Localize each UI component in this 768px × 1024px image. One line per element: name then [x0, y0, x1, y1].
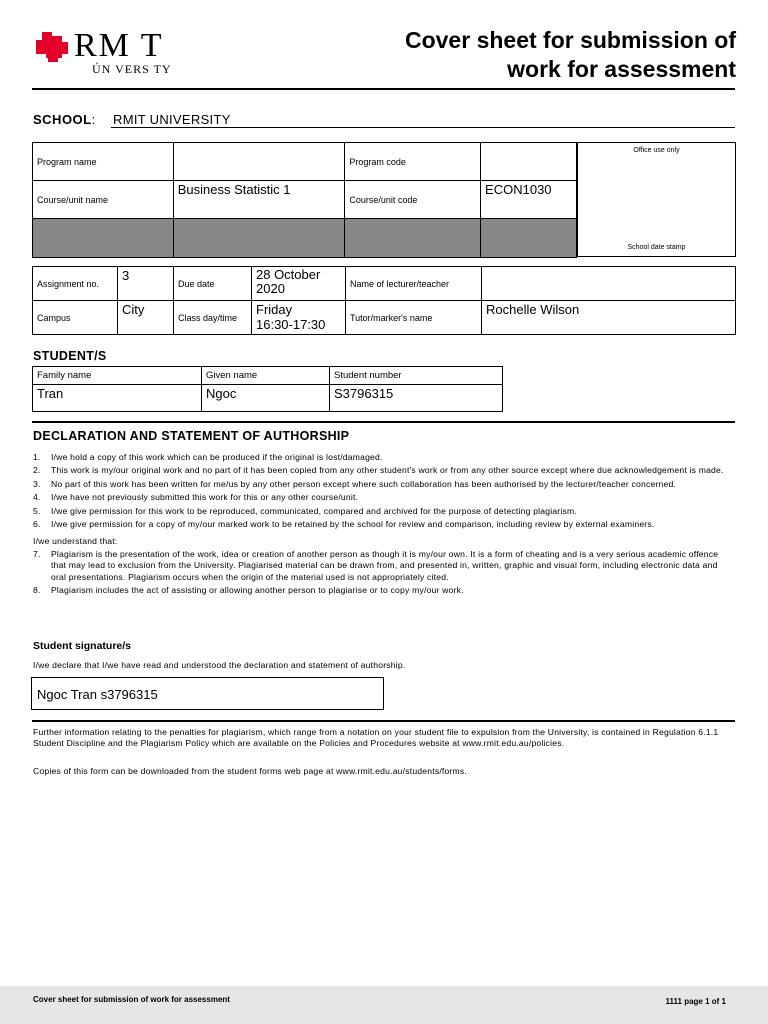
due-date-line-1: 28 October — [256, 267, 321, 282]
grey-cell — [345, 219, 481, 258]
rmit-logo — [36, 28, 186, 83]
logo-wordmark: RM T — [74, 27, 164, 64]
form-download-text: Copies of this form can be downloaded from the student forms web page at www.rmit.edu.au/students/forms. — [33, 766, 467, 776]
footer-rule — [32, 720, 735, 722]
declaration-item: 3. No part of this work has been written for me/us by any other person except where such collaboration has been authorised by the lecturer/teacher concerned. — [33, 478, 677, 489]
grey-cell — [481, 219, 577, 258]
school-value[interactable]: RMIT UNIVERSITY — [113, 112, 231, 127]
campus-label: Campus — [33, 301, 118, 335]
course-name-label: Course/unit name — [33, 181, 174, 219]
due-date-field[interactable] — [252, 267, 346, 301]
signature-declaration-text: I/we declare that I/we have read and understood the declaration and statement of authorship. — [33, 660, 406, 670]
declaration-item: 1. I/we hold a copy of this work which can be produced if the original is lost/damaged. — [33, 452, 383, 462]
program-name-label: Program name — [33, 143, 174, 181]
declaration-list — [33, 452, 733, 598]
assignment-no-label: Assignment no. — [33, 267, 118, 301]
course-code-label: Course/unit code — [345, 181, 481, 219]
course-name-field[interactable]: Business Statistic 1 — [173, 181, 345, 219]
student-number-field[interactable]: S3796315 — [330, 385, 503, 412]
students-table — [32, 366, 503, 412]
declaration-item: 8. Plagiarism includes the act of assisting or allowing another person to plagiarise or to copy my/our work. — [33, 585, 464, 596]
signature-heading: Student signature/s — [33, 640, 132, 652]
understand-intro: I/we understand that: — [33, 536, 118, 547]
class-day-label: Class day/time — [174, 301, 252, 335]
due-date-label: Due date — [174, 267, 252, 301]
declaration-heading: DECLARATION AND STATEMENT OF AUTHORSHIP — [33, 429, 350, 443]
logo-subtext: ÚN VERS TY — [92, 62, 172, 76]
footer-doc-title: Cover sheet for submission of work for assessment — [33, 995, 230, 1004]
header-rule — [32, 88, 735, 90]
tutor-label: Tutor/marker's name — [346, 301, 482, 335]
grey-cell — [173, 219, 345, 258]
grey-cell — [33, 219, 174, 258]
declaration-item: 7. Plagiarism is the presentation of the work, idea or creation of another person as though it is my/our own. It is a form of cheating and is a very serious academic offence that may lead to exclusion from the University. Plagiarised material can be drawn from, and presented in, written, graphic and visual form, including electronic data and oral presentations. Plagiarism occurs when the origin of the material used is not appropriately cited. — [33, 548, 719, 582]
signature-field[interactable]: Ngoc Tran s3796315 — [31, 677, 384, 710]
course-code-field[interactable]: ECON1030 — [481, 181, 577, 219]
class-day-line-1: Friday — [256, 302, 293, 317]
students-heading: STUDENT/S — [33, 349, 107, 363]
declaration-item: 5. I/we give permission for this work to be reproduced, communicated, compared and archived for the purpose of detecting plagiarism. — [33, 505, 577, 516]
school-colon: : — [91, 112, 96, 127]
footer-page-number: 1111 page 1 of 1 — [665, 997, 726, 1006]
school-underline — [111, 127, 735, 128]
declaration-rule — [32, 421, 735, 423]
tutor-field[interactable]: Rochelle Wilson — [482, 301, 736, 335]
rmit-pixel-icon — [36, 32, 72, 64]
program-code-label: Program code — [345, 143, 481, 181]
page-footer — [0, 986, 768, 1024]
school-date-stamp-label: School date stamp — [627, 244, 686, 251]
school-row — [33, 112, 735, 128]
family-name-field[interactable]: Tran — [33, 385, 202, 412]
declaration-item: 6. I/we give permission for a copy of my/our marked work to be retained by the school for review and comparison, including review by external examiners. — [33, 519, 655, 530]
given-name-header: Given name — [202, 367, 330, 385]
program-code-field[interactable] — [481, 143, 577, 181]
office-use-label: Office use only — [633, 147, 680, 154]
campus-field[interactable]: City — [118, 301, 174, 335]
student-number-header: Student number — [330, 367, 503, 385]
given-name-field[interactable]: Ngoc — [202, 385, 330, 412]
class-day-line-2: 16:30-17:30 — [256, 317, 326, 332]
lecturer-field[interactable] — [482, 267, 736, 301]
page-title — [405, 26, 736, 84]
declaration-item: 2. This work is my/our original work and no part of it has been copied from any other student's work or from any other source except where due acknowledgement is made. — [33, 465, 724, 476]
school-label: SCHOOL — [33, 112, 92, 127]
title-line-1: Cover sheet for submission of — [404, 27, 736, 53]
assignment-no-field[interactable]: 3 — [118, 267, 174, 301]
plagiarism-info-text: Further information relating to the penalties for plagiarism, which range from a notation on your student file to expulsion from the University, is contained in Regulation 6.1.1 Student Discipline and the Plagiarism Policy which are available on the Policies and Procedures website at www.rmit.edu.au/policies. — [33, 727, 719, 749]
lecturer-label: Name of lecturer/teacher — [346, 267, 482, 301]
family-name-header: Family name — [33, 367, 202, 385]
class-day-field[interactable] — [252, 301, 346, 335]
due-date-line-2: 2020 — [256, 281, 285, 296]
program-table — [32, 142, 577, 258]
declaration-item: 4. I/we have not previously submitted this work for this or any other course/unit. — [33, 492, 359, 503]
office-use-box — [577, 142, 736, 257]
assignment-table — [32, 266, 736, 335]
title-line-2: work for assessment — [507, 56, 736, 82]
program-name-field[interactable] — [173, 143, 345, 181]
